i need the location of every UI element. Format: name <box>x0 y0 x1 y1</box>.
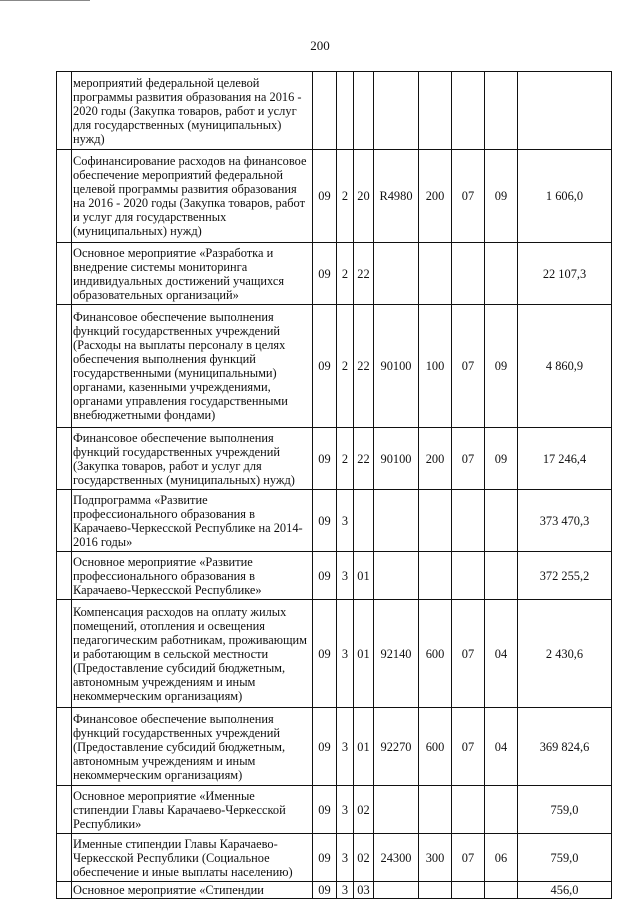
amount <box>518 72 612 150</box>
program-code <box>313 72 337 150</box>
program-code: 09 <box>313 708 337 786</box>
corner-stamp-line <box>0 0 90 11</box>
expense-type-code: 100 <box>419 305 452 428</box>
table-row <box>57 428 612 490</box>
subprogram-code: 2 <box>337 150 354 243</box>
subprogram-code: 3 <box>337 490 354 552</box>
expense-direction-code <box>374 882 419 899</box>
expenditure-name: Софинансирование расходов на финансовое обеспечение мероприятий федеральной целевой программы развития образования на 2016 - 2020 годы (Закупка товаров, работ и услуг для государственных (муниципальных) нужд) <box>72 150 313 243</box>
measure-code: 01 <box>354 600 374 708</box>
measure-code: 01 <box>354 708 374 786</box>
section-code <box>452 72 485 150</box>
section-code: 07 <box>452 305 485 428</box>
subsection-code: 09 <box>485 150 518 243</box>
budget-table-body <box>57 72 612 899</box>
section-code <box>452 490 485 552</box>
expenditure-name: Именные стипендии Главы Карачаево-Черкесской Республики (Социальное обеспечение и иные выплаты населению) <box>72 834 313 882</box>
table-row <box>57 882 612 899</box>
subsection-code <box>485 786 518 834</box>
program-code: 09 <box>313 305 337 428</box>
table-row <box>57 552 612 600</box>
section-code: 07 <box>452 834 485 882</box>
measure-code <box>354 490 374 552</box>
expenditure-name: мероприятий федеральной целевой программы развития образования на 2016 - 2020 годы (Закупка товаров, работ и услуг для государственных (муниципальных) нужд) <box>72 72 313 150</box>
expense-type-code <box>419 552 452 600</box>
section-code: 07 <box>452 600 485 708</box>
row-margin-cell <box>57 243 72 305</box>
table-row <box>57 243 612 305</box>
subprogram-code: 3 <box>337 834 354 882</box>
expenditure-name: Финансовое обеспечение выполнения функций государственных учреждений (Расходы на выплаты персоналу в целях обеспечения выполнения функций государственными (муниципальными) органами, казенными учреждениями, органами управления государственными внебюджетными фондами) <box>72 305 313 428</box>
section-code: 07 <box>452 708 485 786</box>
row-margin-cell <box>57 552 72 600</box>
subsection-code <box>485 243 518 305</box>
subprogram-code: 2 <box>337 243 354 305</box>
subsection-code: 06 <box>485 834 518 882</box>
row-margin-cell <box>57 882 72 899</box>
row-margin-cell <box>57 600 72 708</box>
expense-type-code: 200 <box>419 428 452 490</box>
section-code <box>452 882 485 899</box>
subprogram-code: 2 <box>337 428 354 490</box>
expenditure-name: Основное мероприятие «Именные стипендии Главы Карачаево-Черкесской Республики» <box>72 786 313 834</box>
measure-code: 20 <box>354 150 374 243</box>
subsection-code: 09 <box>485 428 518 490</box>
table-row <box>57 72 612 150</box>
program-code: 09 <box>313 552 337 600</box>
amount: 759,0 <box>518 786 612 834</box>
table-row <box>57 490 612 552</box>
subprogram-code: 3 <box>337 882 354 899</box>
expenditure-name: Финансовое обеспечение выполнения функций государственных учреждений (Предоставление субсидий бюджетным, автономным учреждениям и иным некоммерческим организациям) <box>72 708 313 786</box>
amount: 373 470,3 <box>518 490 612 552</box>
measure-code: 22 <box>354 243 374 305</box>
row-margin-cell <box>57 834 72 882</box>
budget-table <box>56 71 612 899</box>
program-code: 09 <box>313 428 337 490</box>
subprogram-code: 3 <box>337 552 354 600</box>
expense-type-code: 200 <box>419 150 452 243</box>
section-code <box>452 786 485 834</box>
subprogram-code: 3 <box>337 600 354 708</box>
program-code: 09 <box>313 882 337 899</box>
expense-type-code <box>419 882 452 899</box>
expense-type-code <box>419 786 452 834</box>
expense-direction-code: R4980 <box>374 150 419 243</box>
section-code <box>452 552 485 600</box>
expense-direction-code: 90100 <box>374 428 419 490</box>
row-margin-cell <box>57 786 72 834</box>
expense-direction-code: 90100 <box>374 305 419 428</box>
subsection-code: 09 <box>485 305 518 428</box>
expenditure-name: Финансовое обеспечение выполнения функций государственных учреждений (Закупка товаров, работ и услуг для государственных (муниципальных) нужд) <box>72 428 313 490</box>
amount: 1 606,0 <box>518 150 612 243</box>
amount: 22 107,3 <box>518 243 612 305</box>
expense-type-code <box>419 490 452 552</box>
expense-direction-code: 92270 <box>374 708 419 786</box>
program-code: 09 <box>313 490 337 552</box>
subprogram-code: 3 <box>337 786 354 834</box>
row-margin-cell <box>57 150 72 243</box>
subsection-code <box>485 882 518 899</box>
section-code: 07 <box>452 428 485 490</box>
row-margin-cell <box>57 305 72 428</box>
amount: 17 246,4 <box>518 428 612 490</box>
row-margin-cell <box>57 708 72 786</box>
section-code: 07 <box>452 150 485 243</box>
expense-type-code <box>419 243 452 305</box>
program-code: 09 <box>313 786 337 834</box>
expense-direction-code: 24300 <box>374 834 419 882</box>
table-row <box>57 834 612 882</box>
measure-code: 02 <box>354 786 374 834</box>
subsection-code <box>485 490 518 552</box>
expense-type-code <box>419 72 452 150</box>
section-code <box>452 243 485 305</box>
measure-code: 01 <box>354 552 374 600</box>
subprogram-code: 3 <box>337 708 354 786</box>
expense-direction-code <box>374 243 419 305</box>
measure-code <box>354 72 374 150</box>
subprogram-code: 2 <box>337 305 354 428</box>
expenditure-name: Основное мероприятие «Развитие профессионального образования в Карачаево-Черкесской Республике» <box>72 552 313 600</box>
row-margin-cell <box>57 428 72 490</box>
subprogram-code <box>337 72 354 150</box>
expenditure-name: Подпрограмма «Развитие профессионального образования в Карачаево-Черкесской Республике на 2014-2016 годы» <box>72 490 313 552</box>
expense-type-code: 300 <box>419 834 452 882</box>
expense-direction-code <box>374 552 419 600</box>
subsection-code <box>485 552 518 600</box>
program-code: 09 <box>313 600 337 708</box>
amount: 456,0 <box>518 882 612 899</box>
expense-direction-code: 92140 <box>374 600 419 708</box>
amount: 759,0 <box>518 834 612 882</box>
table-row <box>57 786 612 834</box>
expenditure-name: Основное мероприятие «Разработка и внедрение системы мониторинга индивидуальных достижений учащихся образовательных организаций» <box>72 243 313 305</box>
expense-direction-code <box>374 72 419 150</box>
program-code: 09 <box>313 243 337 305</box>
table-row <box>57 600 612 708</box>
amount: 2 430,6 <box>518 600 612 708</box>
measure-code: 02 <box>354 834 374 882</box>
program-code: 09 <box>313 834 337 882</box>
page-number: 200 <box>310 38 330 53</box>
program-code: 09 <box>313 150 337 243</box>
subsection-code <box>485 72 518 150</box>
expense-type-code: 600 <box>419 708 452 786</box>
amount: 372 255,2 <box>518 552 612 600</box>
table-row <box>57 150 612 243</box>
expenditure-name: Компенсация расходов на оплату жилых помещений, отопления и освещения педагогическим работникам, проживающим и работающим в сельской местности (Предоставление субсидий бюджетным, автономным учреждениям и иным некоммерческим организациям) <box>72 600 313 708</box>
table-row <box>57 305 612 428</box>
subsection-code: 04 <box>485 600 518 708</box>
expense-direction-code <box>374 490 419 552</box>
amount: 4 860,9 <box>518 305 612 428</box>
subsection-code: 04 <box>485 708 518 786</box>
measure-code: 22 <box>354 305 374 428</box>
table-row <box>57 708 612 786</box>
measure-code: 03 <box>354 882 374 899</box>
row-margin-cell <box>57 490 72 552</box>
row-margin-cell <box>57 72 72 150</box>
measure-code: 22 <box>354 428 374 490</box>
amount: 369 824,6 <box>518 708 612 786</box>
expense-type-code: 600 <box>419 600 452 708</box>
expenditure-name: Основное мероприятие «Стипендии <box>72 882 313 899</box>
expense-direction-code <box>374 786 419 834</box>
